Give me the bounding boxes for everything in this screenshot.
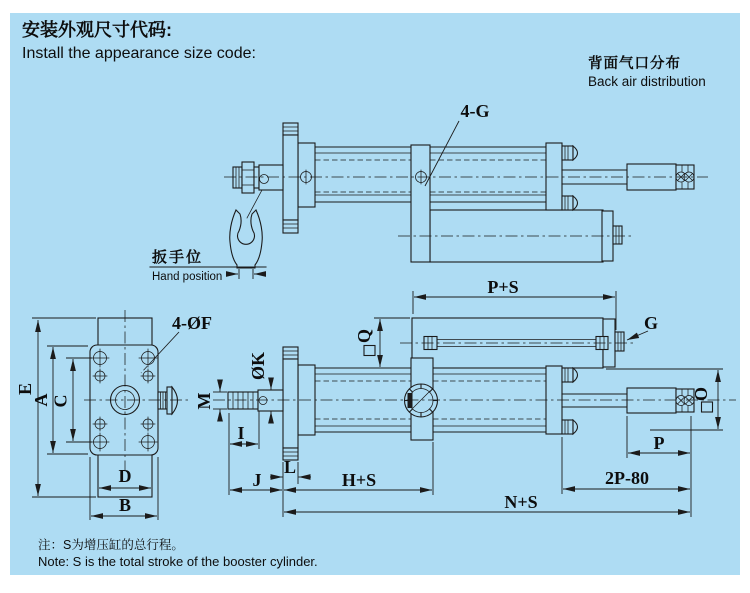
label-2p-80: 2P-80 — [605, 468, 649, 488]
label-e: E — [15, 382, 35, 396]
page-title-zh: 安装外观尺寸代码: — [22, 20, 172, 40]
bottom-view-acorn-nut-upper — [562, 368, 578, 382]
label-o: O — [691, 386, 711, 402]
label-p: P — [653, 433, 665, 453]
label-l: L — [283, 457, 297, 477]
bottom-view-acorn-nut-lower — [562, 420, 578, 434]
label-4g: 4-G — [460, 101, 490, 121]
top-view-tank-port — [613, 226, 622, 244]
bottom-view-rod-end — [228, 390, 283, 411]
bottom-view-coupler-icon — [405, 384, 438, 417]
top-view-middle-block — [411, 145, 430, 262]
label-i: I — [237, 423, 245, 443]
hand-position-label-zh: 扳手位 — [152, 249, 204, 266]
top-view-rod-end — [233, 162, 283, 193]
label-j: J — [252, 470, 262, 490]
back-air-label-zh: 背面气口分布 — [588, 55, 681, 72]
back-air-label-en: Back air distribution — [588, 74, 706, 89]
label-q: Q — [354, 328, 374, 344]
label-c: C — [50, 394, 71, 408]
label-a: A — [31, 393, 51, 407]
label-d: D — [118, 466, 132, 486]
label-p-plus-s: P+S — [487, 277, 519, 297]
top-view-flange — [283, 123, 298, 233]
footer-note-zh: 注：S为增压缸的总行程。 — [38, 538, 184, 552]
label-n-plus-s: N+S — [504, 492, 538, 512]
bottom-view-tank-port — [615, 332, 624, 351]
label-m: M — [194, 392, 214, 410]
top-view-acorn-nut-upper — [562, 146, 578, 160]
bottom-view-flange — [283, 347, 298, 460]
label-b: B — [118, 495, 132, 515]
top-view-acorn-nut-lower — [562, 196, 578, 210]
hand-position-label-en: Hand position — [152, 271, 223, 283]
footer-note-en: Note: S is the total stroke of the booster cylinder. — [38, 554, 318, 569]
top-view-rear-cap — [546, 143, 562, 210]
label-g: G — [643, 313, 659, 333]
label-phi-k: ØK — [248, 351, 268, 381]
label-4of: 4-ØF — [172, 313, 212, 333]
label-h-plus-s: H+S — [341, 470, 377, 490]
page-title-en: Install the appearance size code: — [22, 45, 256, 62]
